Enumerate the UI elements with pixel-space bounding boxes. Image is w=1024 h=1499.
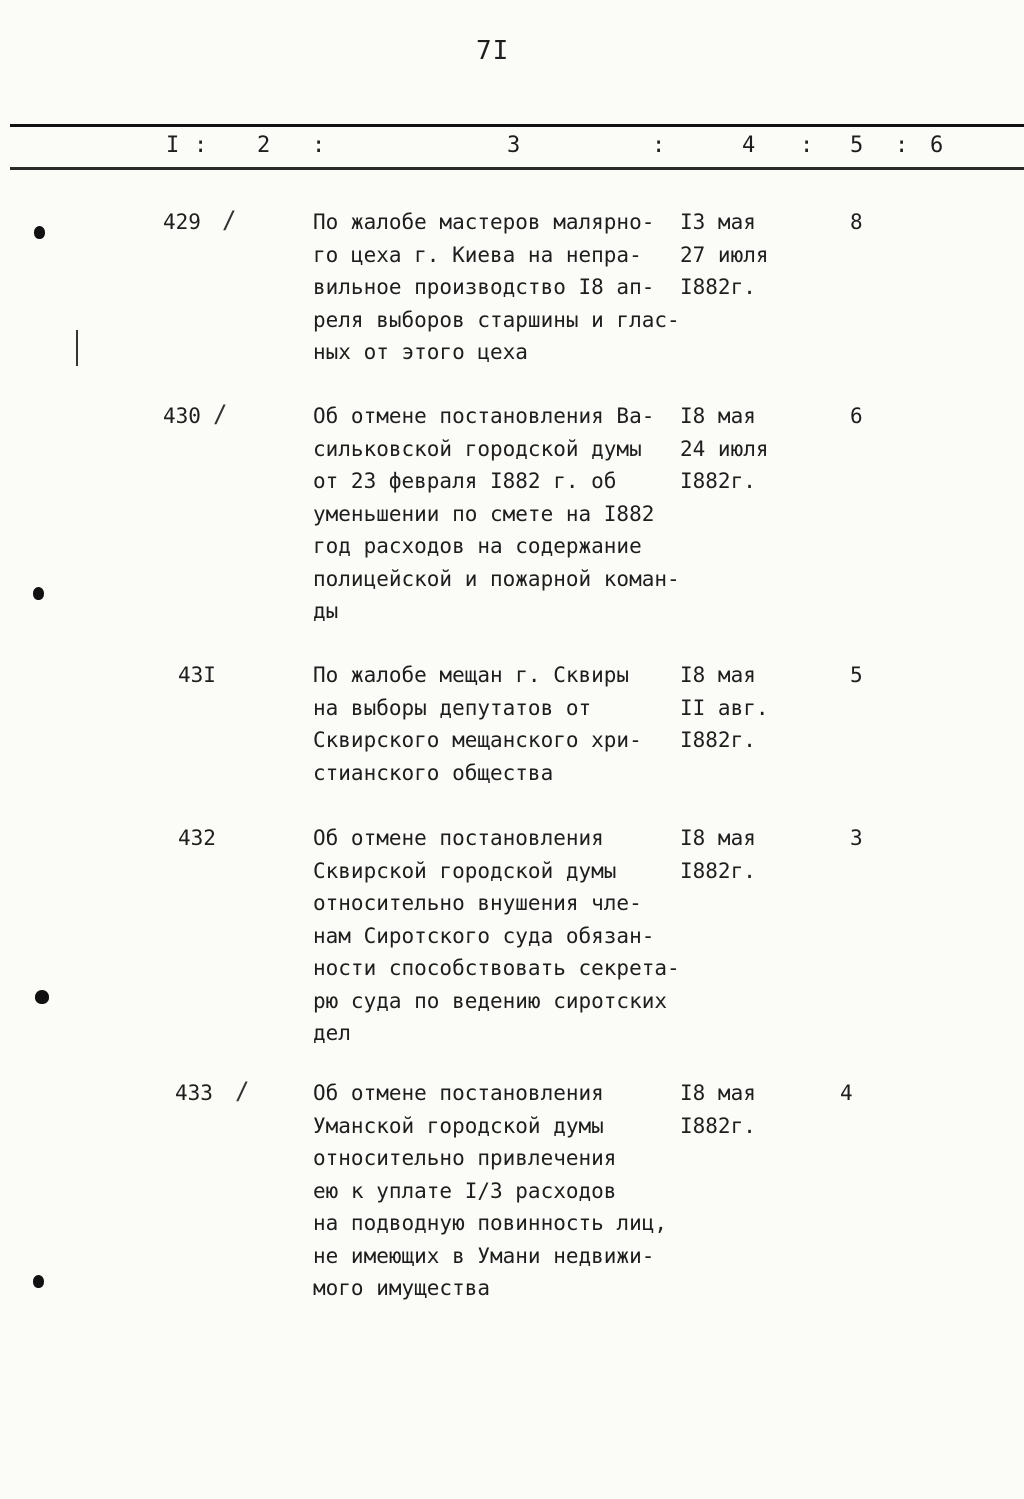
title-line: рю суда по ведению сиротских — [313, 988, 668, 1013]
entry-dates — [680, 206, 800, 304]
sheet-count: 6 — [850, 404, 863, 428]
title-line: Уманской городской думы — [313, 1113, 604, 1138]
column-separator: : — [312, 133, 326, 158]
date-line: 27 июля — [680, 242, 769, 267]
entry-title — [313, 1077, 693, 1305]
entry-number: 429 — [163, 210, 201, 234]
entry-number: 433 — [175, 1081, 213, 1105]
entry-number: 43I — [178, 663, 216, 687]
title-line: полицейской и пожарной коман- — [313, 566, 680, 591]
date-line: I882г. — [680, 858, 756, 883]
header-top-rule — [10, 124, 1024, 127]
binding-hole-mark — [33, 1275, 44, 1288]
title-line: сильковской городской думы — [313, 436, 642, 461]
column-header-3: 3 — [507, 133, 521, 158]
sheet-count: 5 — [850, 663, 863, 687]
date-line: I8 мая — [680, 826, 756, 850]
title-line: Об отмене постановления Ва- — [313, 404, 655, 428]
entry-dates — [680, 1077, 800, 1142]
title-line: от 23 февраля I882 г. об — [313, 469, 617, 493]
title-line: вильное производство I8 ап- — [313, 275, 655, 299]
title-line: уменьшении по смете на I882 — [313, 501, 655, 526]
column-header-4: 4 — [742, 133, 756, 158]
date-line: I882г. — [680, 728, 756, 752]
entry-title — [313, 822, 693, 1050]
entry-dates — [680, 400, 800, 498]
date-line: I3 мая — [680, 210, 756, 234]
title-line: на выборы депутатов от — [313, 695, 592, 720]
title-line: Об отмене постановления — [313, 1081, 604, 1105]
check-mark: / — [213, 400, 228, 428]
entry-dates — [680, 659, 800, 757]
page-number: 7I — [476, 36, 510, 66]
date-line: II авг. — [680, 695, 769, 720]
column-separator: : — [800, 133, 814, 158]
title-line: относительно внушения чле- — [313, 891, 642, 915]
sheet-count: 4 — [840, 1081, 853, 1105]
title-line: не имеющих в Умани недвижи- — [313, 1243, 655, 1268]
date-line: I8 мая — [680, 663, 756, 687]
entry-number: 430 — [163, 404, 201, 428]
binding-hole-mark — [33, 587, 44, 600]
entry-title — [313, 659, 693, 789]
binding-hole-mark — [34, 226, 45, 239]
sheet-count: 8 — [850, 210, 863, 234]
entry-title — [313, 400, 693, 628]
title-line: По жалобе мастеров малярно- — [313, 210, 655, 234]
title-line: ды — [313, 599, 339, 623]
date-line: I882г. — [680, 275, 756, 299]
title-line: на подводную повинность лиц, — [313, 1211, 668, 1235]
check-mark: / — [235, 1077, 250, 1105]
title-line: нам Сиротского суда обязан- — [313, 923, 655, 948]
title-line: Об отмене постановления — [313, 826, 604, 850]
entry-number: 432 — [178, 826, 216, 850]
title-line: мого имущества — [313, 1276, 491, 1300]
sheet-count: 3 — [850, 826, 863, 850]
title-line: ности способствовать секрета- — [313, 956, 680, 980]
title-line: стианского общества — [313, 760, 554, 785]
date-line: I882г. — [680, 469, 756, 493]
check-mark: / — [222, 206, 237, 234]
column-header-6: 6 — [930, 133, 944, 158]
title-line: дел — [313, 1021, 351, 1045]
date-line: I8 мая — [680, 1081, 756, 1105]
title-line: реля выборов старшины и глас- — [313, 307, 680, 332]
column-separator: : — [895, 133, 909, 158]
date-line: 24 июля — [680, 436, 769, 461]
title-line: относительно привлечения — [313, 1146, 617, 1170]
date-line: I882г. — [680, 1113, 756, 1138]
column-header-5: 5 — [850, 133, 864, 158]
header-bottom-rule — [10, 167, 1024, 170]
column-separator: : — [652, 133, 666, 158]
date-line: I8 мая — [680, 404, 756, 428]
binding-hole-mark — [35, 990, 49, 1004]
title-line: Сквирского мещанского хри- — [313, 728, 642, 752]
column-header-1: I — [166, 133, 180, 158]
column-header-2: 2 — [257, 133, 271, 158]
column-separator: : — [194, 133, 208, 158]
title-line: го цеха г. Киева на непра- — [313, 242, 642, 267]
title-line: Сквирской городской думы — [313, 858, 617, 883]
title-line: ею к уплате I/3 расходов — [313, 1178, 617, 1203]
title-line: По жалобе мещан г. Сквиры — [313, 663, 630, 687]
title-line: ных от этого цеха — [313, 340, 528, 364]
entry-title — [313, 206, 693, 369]
entry-dates — [680, 822, 800, 887]
pencil-mark — [76, 330, 78, 366]
title-line: год расходов на содержание — [313, 534, 642, 558]
